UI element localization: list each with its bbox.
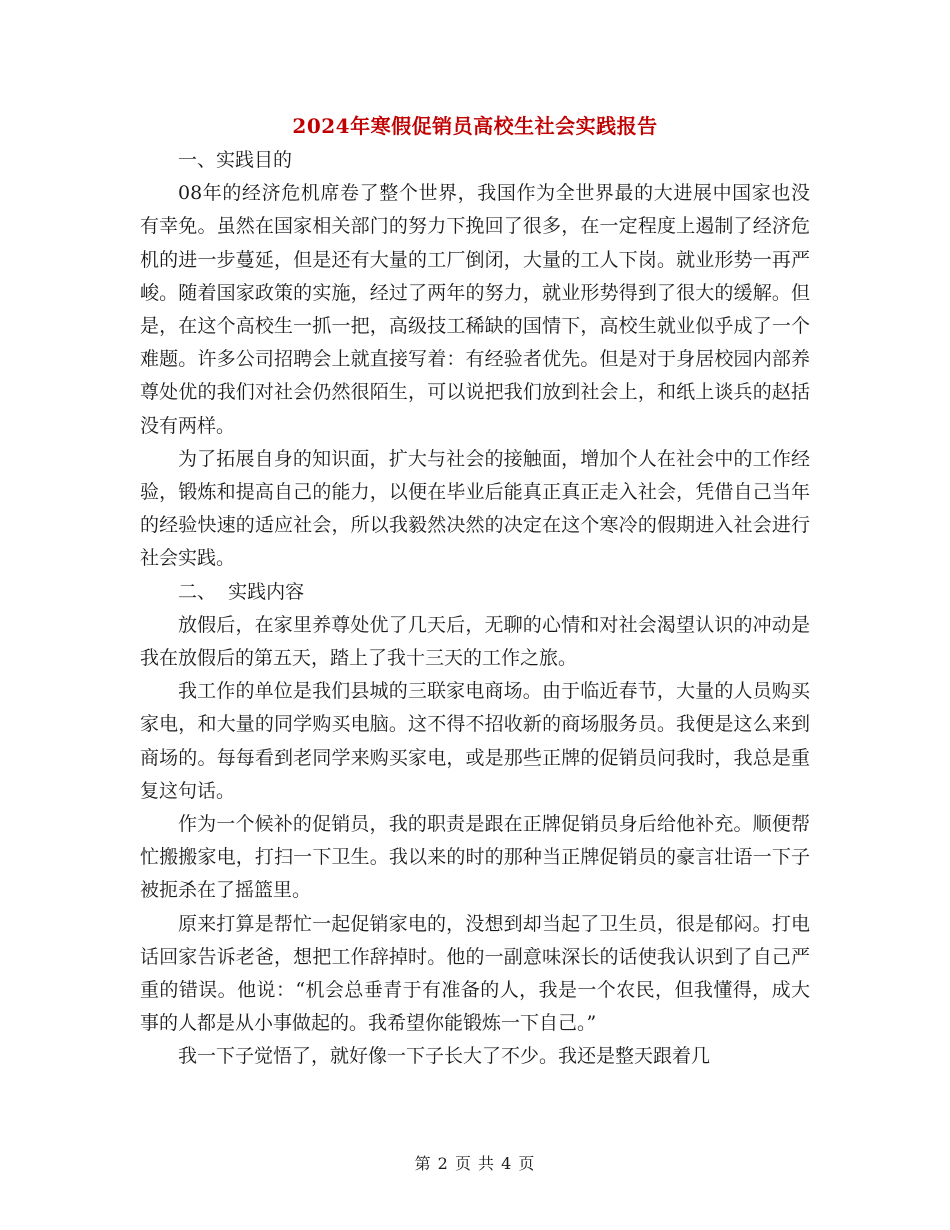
paragraph: 我一下子觉悟了，就好像一下子长大了不少。我还是整天跟着几 [178,1045,711,1068]
paragraph: 我工作的单位是我们县城的三联家电商场。由于临近春节，大量的人员购买家电，和大量的同学购买电脑。这不得不招收新的商场服务员。我便是这么来到商场的。每每看到老同学来购买家电，或是那些正牌的促销员问我时，我总是重复这句话。 [140,680,810,802]
section-heading-purpose: 一、实践目的 [178,149,293,171]
paragraph: 作为一个候补的促销员，我的职责是跟在正牌促销员身后给他补充。顺便帮忙搬搬家电，打扫一下卫生。我以来的时的那种当正牌促销员的豪言壮语一下子被扼杀在了摇篮里。 [140,813,810,902]
document-title: 2024年寒假促销员高校生社会实践报告 [292,114,658,138]
page-footer: 第 2 页 共 4 页 [414,1154,536,1173]
section-heading-content: 二、 实践内容 [178,580,305,603]
paragraph: 08年的经济危机席卷了整个世界，我国作为全世界最的大进展中国家也没有幸免。虽然在国家相关部门的努力下挽回了很多，在一定程度上遏制了经济危机的进一步蔓延，但是还有大量的工厂倒闭，大量的工人下岗。就业形势一再严峻。随着国家政策的实施，经过了两年的努力，就业形势得到了很大的缓解。但是，在这个高校生一抓一把，高级技工稀缺的国情下，高校生就业似乎成了一个难题。许多公司招聘会上就直接写着：有经验者优先。但是对于身居校园内部养尊处优的我们对社会仍然很陌生，可以说把我们放到社会上，和纸上谈兵的赵括没有两样。 [140,182,810,437]
paragraph: 原来打算是帮忙一起促销家电的，没想到却当起了卫生员，很是郁闷。打电话回家告诉老爸，想把工作辞掉时。他的一副意味深长的话使我认识到了自己严重的错误。他说：“机会总垂青于有准备的人，我是一个农民，但我懂得，成大事的人都是从小事做起的。我希望你能锻炼一下自己。” [140,912,810,1035]
paragraph: 为了拓展自身的知识面，扩大与社会的接触面，增加个人在社会中的工作经验，锻炼和提高自己的能力，以便在毕业后能真正真正走入社会，凭借自己当年的经验快速的适应社会，所以我毅然决然的决定在这个寒冷的假期进入社会进行社会实践。 [140,447,810,570]
document-body [140,144,810,1074]
paragraph: 放假后，在家里养尊处优了几天后，无聊的心情和对社会渴望认识的冲动是我在放假后的第五天，踏上了我十三天的工作之旅。 [140,613,810,670]
